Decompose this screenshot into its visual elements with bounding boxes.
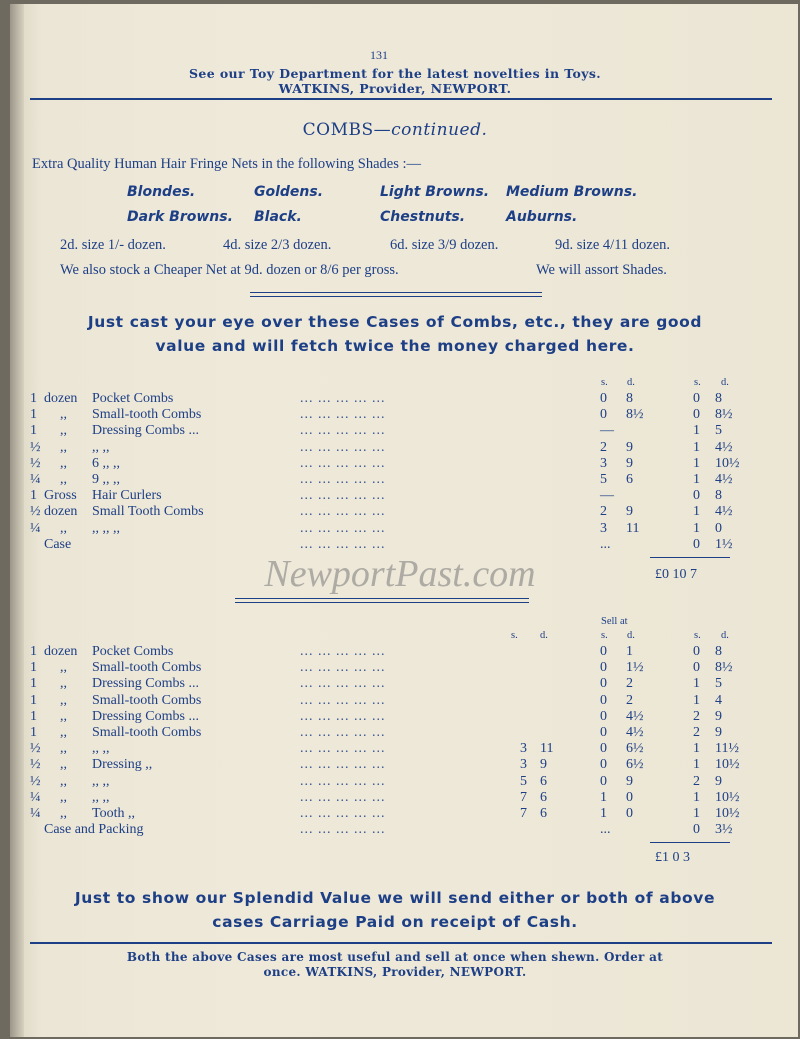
case-1-row bbox=[10, 440, 798, 456]
row-total-shillings: 0 bbox=[693, 644, 700, 659]
row-item: Small-tooth Combs bbox=[92, 725, 202, 740]
row-case-shillings: 2 bbox=[600, 504, 607, 520]
row-qty: ½ bbox=[30, 504, 41, 520]
row-unit: ,, bbox=[60, 773, 67, 789]
case-2-row bbox=[10, 790, 798, 806]
title-continued: —continued. bbox=[373, 120, 488, 140]
row-case-pence: 9 bbox=[626, 504, 633, 520]
row-leader-dots: ... ... ... ... ... bbox=[300, 439, 386, 455]
row-item: Dressing Combs ... bbox=[92, 423, 199, 439]
row-total-pence: 10½ bbox=[715, 455, 740, 471]
col-header: d. bbox=[540, 630, 548, 641]
row-case-pence: 8½ bbox=[626, 407, 644, 423]
row-unit: Gross bbox=[44, 488, 77, 504]
row-case-shillings: — bbox=[600, 423, 614, 439]
row-item: Dressing Combs ... bbox=[92, 676, 199, 692]
row-item: ,, ,, bbox=[92, 439, 110, 455]
intro-text: Extra Quality Human Hair Fringe Nets in the following Shades :— bbox=[32, 156, 422, 172]
row-qty: 1 bbox=[30, 676, 37, 692]
row-qty: ¼ bbox=[30, 472, 41, 487]
row-qty: ¼ bbox=[30, 806, 41, 821]
row-total-pence: 10½ bbox=[715, 757, 740, 773]
row-total-shillings: 0 bbox=[693, 407, 700, 423]
row-total-pence: 8 bbox=[715, 488, 722, 504]
row-sell-shillings: 0 bbox=[600, 676, 607, 692]
row-leader-dots: ... ... ... ... ... bbox=[300, 520, 386, 536]
row-total-shillings: 0 bbox=[693, 660, 700, 676]
section-rule-1b bbox=[250, 296, 542, 297]
row-unit: Case and Packing bbox=[44, 822, 144, 838]
row-total-shillings: 1 bbox=[693, 757, 700, 773]
row-item: 9 ,, ,, bbox=[92, 472, 120, 487]
row-item: Pocket Combs bbox=[92, 644, 174, 659]
row-unit: ,, bbox=[60, 741, 67, 757]
row-unit: ,, bbox=[60, 423, 67, 439]
row-total-shillings: 0 bbox=[693, 822, 700, 838]
page-title bbox=[10, 120, 780, 140]
row-qty: 1 bbox=[30, 407, 37, 423]
cheaper-net-note: We also stock a Cheaper Net at 9d. dozen or 8/6 per gross. bbox=[60, 262, 399, 278]
row-total-pence: 8½ bbox=[715, 660, 733, 676]
row-total-shillings: 1 bbox=[693, 472, 700, 487]
case-2-row bbox=[10, 806, 798, 822]
title-main: COMBS bbox=[302, 120, 374, 140]
row-case-shillings: 0 bbox=[600, 391, 607, 406]
case-2-row bbox=[10, 676, 798, 692]
row-total-shillings: 2 bbox=[693, 708, 700, 724]
size-2d: 2d. size 1/- dozen. bbox=[60, 237, 166, 253]
row-sell-pence: 0 bbox=[626, 806, 633, 821]
row-qty: ½ bbox=[30, 741, 41, 757]
row-leader-dots: ... ... ... ... ... bbox=[300, 741, 386, 757]
row-total-shillings: 1 bbox=[693, 806, 700, 821]
col-header: s. bbox=[601, 630, 608, 641]
row-case-shillings: 5 bbox=[600, 472, 607, 487]
banner-2-line-1: Just to show our Splendid Value we will send either or both of above bbox=[74, 889, 716, 907]
footer-rule bbox=[30, 942, 772, 944]
row-qty: ¼ bbox=[30, 520, 41, 536]
row-sell-shillings: 0 bbox=[600, 773, 607, 789]
row-leader-dots: ... ... ... ... ... bbox=[300, 423, 386, 439]
row-unit: dozen bbox=[44, 504, 78, 520]
row-qty: 1 bbox=[30, 708, 37, 724]
banner-2-line-2: cases Carriage Paid on receipt of Cash. bbox=[212, 913, 578, 931]
page-number: 131 bbox=[370, 48, 388, 62]
row-cost-shillings: 7 bbox=[520, 806, 527, 821]
row-total-shillings: 1 bbox=[693, 455, 700, 471]
shade-auburns: Auburns. bbox=[506, 209, 578, 225]
row-item: Small Tooth Combs bbox=[92, 504, 204, 520]
row-cost-pence: 9 bbox=[540, 757, 547, 773]
case-2-row bbox=[10, 774, 798, 790]
case-2-row bbox=[10, 644, 798, 660]
row-total-pence: 0 bbox=[715, 520, 722, 536]
row-total-shillings: 1 bbox=[693, 439, 700, 455]
case-1-row bbox=[10, 423, 798, 439]
row-case-pence: 9 bbox=[626, 439, 633, 455]
row-qty: 1 bbox=[30, 660, 37, 676]
row-qty: ½ bbox=[30, 455, 41, 471]
row-case-pence: 6 bbox=[626, 472, 633, 487]
row-sell-pence: 6½ bbox=[626, 741, 644, 757]
row-sell-pence: 6½ bbox=[626, 757, 644, 773]
row-leader-dots: ... ... ... ... ... bbox=[300, 725, 386, 740]
header-line-1: See our Toy Department for the latest novelties in Toys. bbox=[188, 66, 602, 81]
col-header: s. bbox=[694, 630, 701, 641]
row-item: Dressing Combs ... bbox=[92, 708, 199, 724]
row-item: Dressing ,, bbox=[92, 757, 153, 773]
header-rule bbox=[30, 98, 772, 100]
col-header: s. bbox=[511, 630, 518, 641]
row-cost-pence: 6 bbox=[540, 789, 547, 805]
row-unit: ,, bbox=[60, 439, 67, 455]
case-1-total: £0 10 7 bbox=[655, 567, 697, 582]
row-cost-shillings: 5 bbox=[520, 773, 527, 789]
row-sell-pence: 2 bbox=[626, 692, 633, 708]
row-sell-shillings: 0 bbox=[600, 741, 607, 757]
row-qty: ½ bbox=[30, 773, 41, 789]
row-sell-shillings: 0 bbox=[600, 725, 607, 740]
row-unit: ,, bbox=[60, 806, 67, 821]
row-leader-dots: ... ... ... ... ... bbox=[300, 407, 386, 423]
shade-black: Black. bbox=[254, 209, 302, 225]
row-sell-shillings: 1 bbox=[600, 789, 607, 805]
row-qty: 1 bbox=[30, 423, 37, 439]
row-case-shillings: ... bbox=[600, 536, 611, 552]
case-2-row bbox=[10, 693, 798, 709]
row-total-pence: 11½ bbox=[715, 741, 739, 757]
row-qty: ½ bbox=[30, 439, 41, 455]
row-sell-shillings: 0 bbox=[600, 660, 607, 676]
row-case-pence: 9 bbox=[626, 455, 633, 471]
row-qty: 1 bbox=[30, 644, 37, 659]
row-case-shillings: 0 bbox=[600, 407, 607, 423]
shade-light-browns: Light Browns. bbox=[380, 184, 490, 200]
row-unit: ,, bbox=[60, 725, 67, 740]
row-leader-dots: ... ... ... ... ... bbox=[300, 708, 386, 724]
row-qty: ¼ bbox=[30, 789, 41, 805]
row-case-shillings: 3 bbox=[600, 455, 607, 471]
row-item: Tooth ,, bbox=[92, 806, 135, 821]
row-leader-dots: ... ... ... ... ... bbox=[300, 822, 386, 838]
row-total-shillings: 1 bbox=[693, 692, 700, 708]
shade-blondes: Blondes. bbox=[127, 184, 196, 200]
row-qty: ½ bbox=[30, 757, 41, 773]
row-total-shillings: 2 bbox=[693, 725, 700, 740]
row-leader-dots: ... ... ... ... ... bbox=[300, 676, 386, 692]
row-item: Hair Curlers bbox=[92, 488, 162, 504]
case-1-row bbox=[10, 504, 798, 520]
case-2-total: £1 0 3 bbox=[655, 850, 690, 865]
row-item: Pocket Combs bbox=[92, 391, 174, 406]
col-header: d. bbox=[627, 630, 635, 641]
section-rule-2b bbox=[235, 602, 529, 603]
row-sell-pence: 1½ bbox=[626, 660, 644, 676]
row-item: Small-tooth Combs bbox=[92, 660, 202, 676]
row-leader-dots: ... ... ... ... ... bbox=[300, 455, 386, 471]
row-total-pence: 10½ bbox=[715, 789, 740, 805]
row-sell-pence: 4½ bbox=[626, 725, 644, 740]
row-unit: ,, bbox=[60, 708, 67, 724]
case-1-row bbox=[10, 391, 798, 407]
row-case-pence: 8 bbox=[626, 391, 633, 406]
row-unit: ,, bbox=[60, 660, 67, 676]
row-item: Small-tooth Combs bbox=[92, 692, 202, 708]
row-case-shillings: 3 bbox=[600, 520, 607, 536]
row-case-shillings: 2 bbox=[600, 439, 607, 455]
row-sell-shillings: 0 bbox=[600, 757, 607, 773]
row-unit: dozen bbox=[44, 644, 78, 659]
row-total-pence: 4½ bbox=[715, 472, 733, 487]
row-leader-dots: ... ... ... ... ... bbox=[300, 806, 386, 821]
row-cost-pence: 11 bbox=[540, 741, 554, 757]
shade-dark-browns: Dark Browns. bbox=[127, 209, 233, 225]
row-total-shillings: 1 bbox=[693, 789, 700, 805]
row-leader-dots: ... ... ... ... ... bbox=[300, 789, 386, 805]
row-total-pence: 3½ bbox=[715, 822, 733, 838]
row-item: ,, ,, bbox=[92, 773, 110, 789]
case-1-row bbox=[10, 456, 798, 472]
row-total-pence: 9 bbox=[715, 708, 722, 724]
row-unit: dozen bbox=[44, 391, 78, 406]
row-case-shillings: — bbox=[600, 488, 614, 504]
size-4d: 4d. size 2/3 dozen. bbox=[223, 237, 332, 253]
sell-at-label: Sell at bbox=[601, 616, 628, 627]
row-unit: ,, bbox=[60, 692, 67, 708]
header-line-2: WATKINS, Provider, NEWPORT. bbox=[278, 81, 512, 96]
row-sell-shillings: 1 bbox=[600, 806, 607, 821]
case-2-row bbox=[10, 822, 798, 838]
shade-chestnuts: Chestnuts. bbox=[380, 209, 466, 225]
row-total-pence: 4 bbox=[715, 692, 722, 708]
row-leader-dots: ... ... ... ... ... bbox=[300, 536, 386, 552]
shade-medium-browns: Medium Browns. bbox=[506, 184, 638, 200]
case-2-row bbox=[10, 741, 798, 757]
catalogue-page bbox=[10, 4, 798, 1037]
banner-1-line-1: Just cast your eye over these Cases of Combs, etc., they are good bbox=[87, 313, 703, 331]
section-rule-2a bbox=[235, 598, 529, 599]
row-qty: 1 bbox=[30, 391, 37, 406]
row-leader-dots: ... ... ... ... ... bbox=[300, 660, 386, 676]
case-1-row bbox=[10, 488, 798, 504]
banner-1-line-2: value and will fetch twice the money charged here. bbox=[155, 337, 635, 355]
row-item: ,, ,, bbox=[92, 789, 110, 805]
case-1-row bbox=[10, 537, 798, 553]
col-header: s. bbox=[694, 377, 701, 388]
row-sell-pence: 2 bbox=[626, 676, 633, 692]
row-leader-dots: ... ... ... ... ... bbox=[300, 757, 386, 773]
row-item: ,, ,, ,, bbox=[92, 520, 120, 536]
footer-line-2: once. WATKINS, Provider, NEWPORT. bbox=[263, 965, 527, 979]
row-cost-shillings: 7 bbox=[520, 789, 527, 805]
row-cost-pence: 6 bbox=[540, 773, 547, 789]
row-total-pence: 9 bbox=[715, 725, 722, 740]
row-sell-shillings: 0 bbox=[600, 692, 607, 708]
row-leader-dots: ... ... ... ... ... bbox=[300, 391, 386, 406]
case-2-row bbox=[10, 757, 798, 773]
row-item: 6 ,, ,, bbox=[92, 455, 120, 471]
watermark: NewportPast.com bbox=[264, 553, 536, 595]
row-cost-shillings: 3 bbox=[520, 741, 527, 757]
row-unit: ,, bbox=[60, 407, 67, 423]
row-cost-pence: 6 bbox=[540, 806, 547, 821]
col-header: d. bbox=[627, 377, 635, 388]
case-2-row bbox=[10, 725, 798, 741]
footer-line-1: Both the above Cases are most useful and sell at once when shewn. Order at bbox=[126, 950, 664, 964]
row-leader-dots: ... ... ... ... ... bbox=[300, 773, 386, 789]
row-item: Small-tooth Combs bbox=[92, 407, 202, 423]
row-sell-shillings: 0 bbox=[600, 708, 607, 724]
row-total-pence: 4½ bbox=[715, 504, 733, 520]
row-total-shillings: 0 bbox=[693, 391, 700, 406]
row-total-pence: 8 bbox=[715, 391, 722, 406]
size-9d: 9d. size 4/11 dozen. bbox=[555, 237, 671, 253]
case-2-row bbox=[10, 709, 798, 725]
case-2-total-rule bbox=[650, 842, 730, 843]
row-total-pence: 8½ bbox=[715, 407, 733, 423]
col-header: s. bbox=[601, 377, 608, 388]
row-total-pence: 4½ bbox=[715, 439, 733, 455]
row-leader-dots: ... ... ... ... ... bbox=[300, 504, 386, 520]
row-total-shillings: 1 bbox=[693, 504, 700, 520]
row-unit: ,, bbox=[60, 676, 67, 692]
row-sell-shillings: 0 bbox=[600, 644, 607, 659]
col-header: d. bbox=[721, 377, 729, 388]
row-qty: 1 bbox=[30, 488, 37, 504]
row-qty: 1 bbox=[30, 725, 37, 740]
case-1-row bbox=[10, 472, 798, 488]
row-total-pence: 1½ bbox=[715, 536, 733, 552]
row-unit: ,, bbox=[60, 757, 67, 773]
row-total-shillings: 1 bbox=[693, 741, 700, 757]
case-2-row bbox=[10, 660, 798, 676]
row-unit: ,, bbox=[60, 520, 67, 536]
row-total-pence: 9 bbox=[715, 773, 722, 789]
assort-note: We will assort Shades. bbox=[536, 262, 667, 278]
row-item: ,, ,, bbox=[92, 741, 110, 757]
size-6d: 6d. size 3/9 dozen. bbox=[390, 237, 499, 253]
row-sell-pence: 0 bbox=[626, 789, 633, 805]
row-total-shillings: 1 bbox=[693, 676, 700, 692]
row-total-pence: 10½ bbox=[715, 806, 740, 821]
row-unit: ,, bbox=[60, 455, 67, 471]
shade-goldens: Goldens. bbox=[254, 184, 324, 200]
row-qty: 1 bbox=[30, 692, 37, 708]
row-total-shillings: 2 bbox=[693, 773, 700, 789]
row-unit: ,, bbox=[60, 789, 67, 805]
col-header: d. bbox=[721, 630, 729, 641]
row-unit: ,, bbox=[60, 472, 67, 487]
row-leader-dots: ... ... ... ... ... bbox=[300, 488, 386, 504]
row-total-shillings: 1 bbox=[693, 423, 700, 439]
row-leader-dots: ... ... ... ... ... bbox=[300, 692, 386, 708]
row-unit: Case bbox=[44, 536, 72, 552]
row-total-shillings: 0 bbox=[693, 488, 700, 504]
case-1-row bbox=[10, 407, 798, 423]
row-sell-pence: 4½ bbox=[626, 708, 644, 724]
row-sell-shillings: ... bbox=[600, 822, 611, 838]
case-1-total-rule bbox=[650, 557, 730, 558]
section-rule-1a bbox=[250, 292, 542, 293]
row-total-shillings: 1 bbox=[693, 520, 700, 536]
row-case-pence: 11 bbox=[626, 520, 640, 536]
row-sell-pence: 9 bbox=[626, 773, 633, 789]
case-1-row bbox=[10, 521, 798, 537]
row-total-pence: 5 bbox=[715, 676, 722, 692]
row-cost-shillings: 3 bbox=[520, 757, 527, 773]
row-sell-pence: 1 bbox=[626, 644, 633, 659]
row-total-pence: 5 bbox=[715, 423, 722, 439]
row-total-pence: 8 bbox=[715, 644, 722, 659]
row-leader-dots: ... ... ... ... ... bbox=[300, 472, 386, 487]
row-leader-dots: ... ... ... ... ... bbox=[300, 644, 386, 659]
row-total-shillings: 0 bbox=[693, 536, 700, 552]
